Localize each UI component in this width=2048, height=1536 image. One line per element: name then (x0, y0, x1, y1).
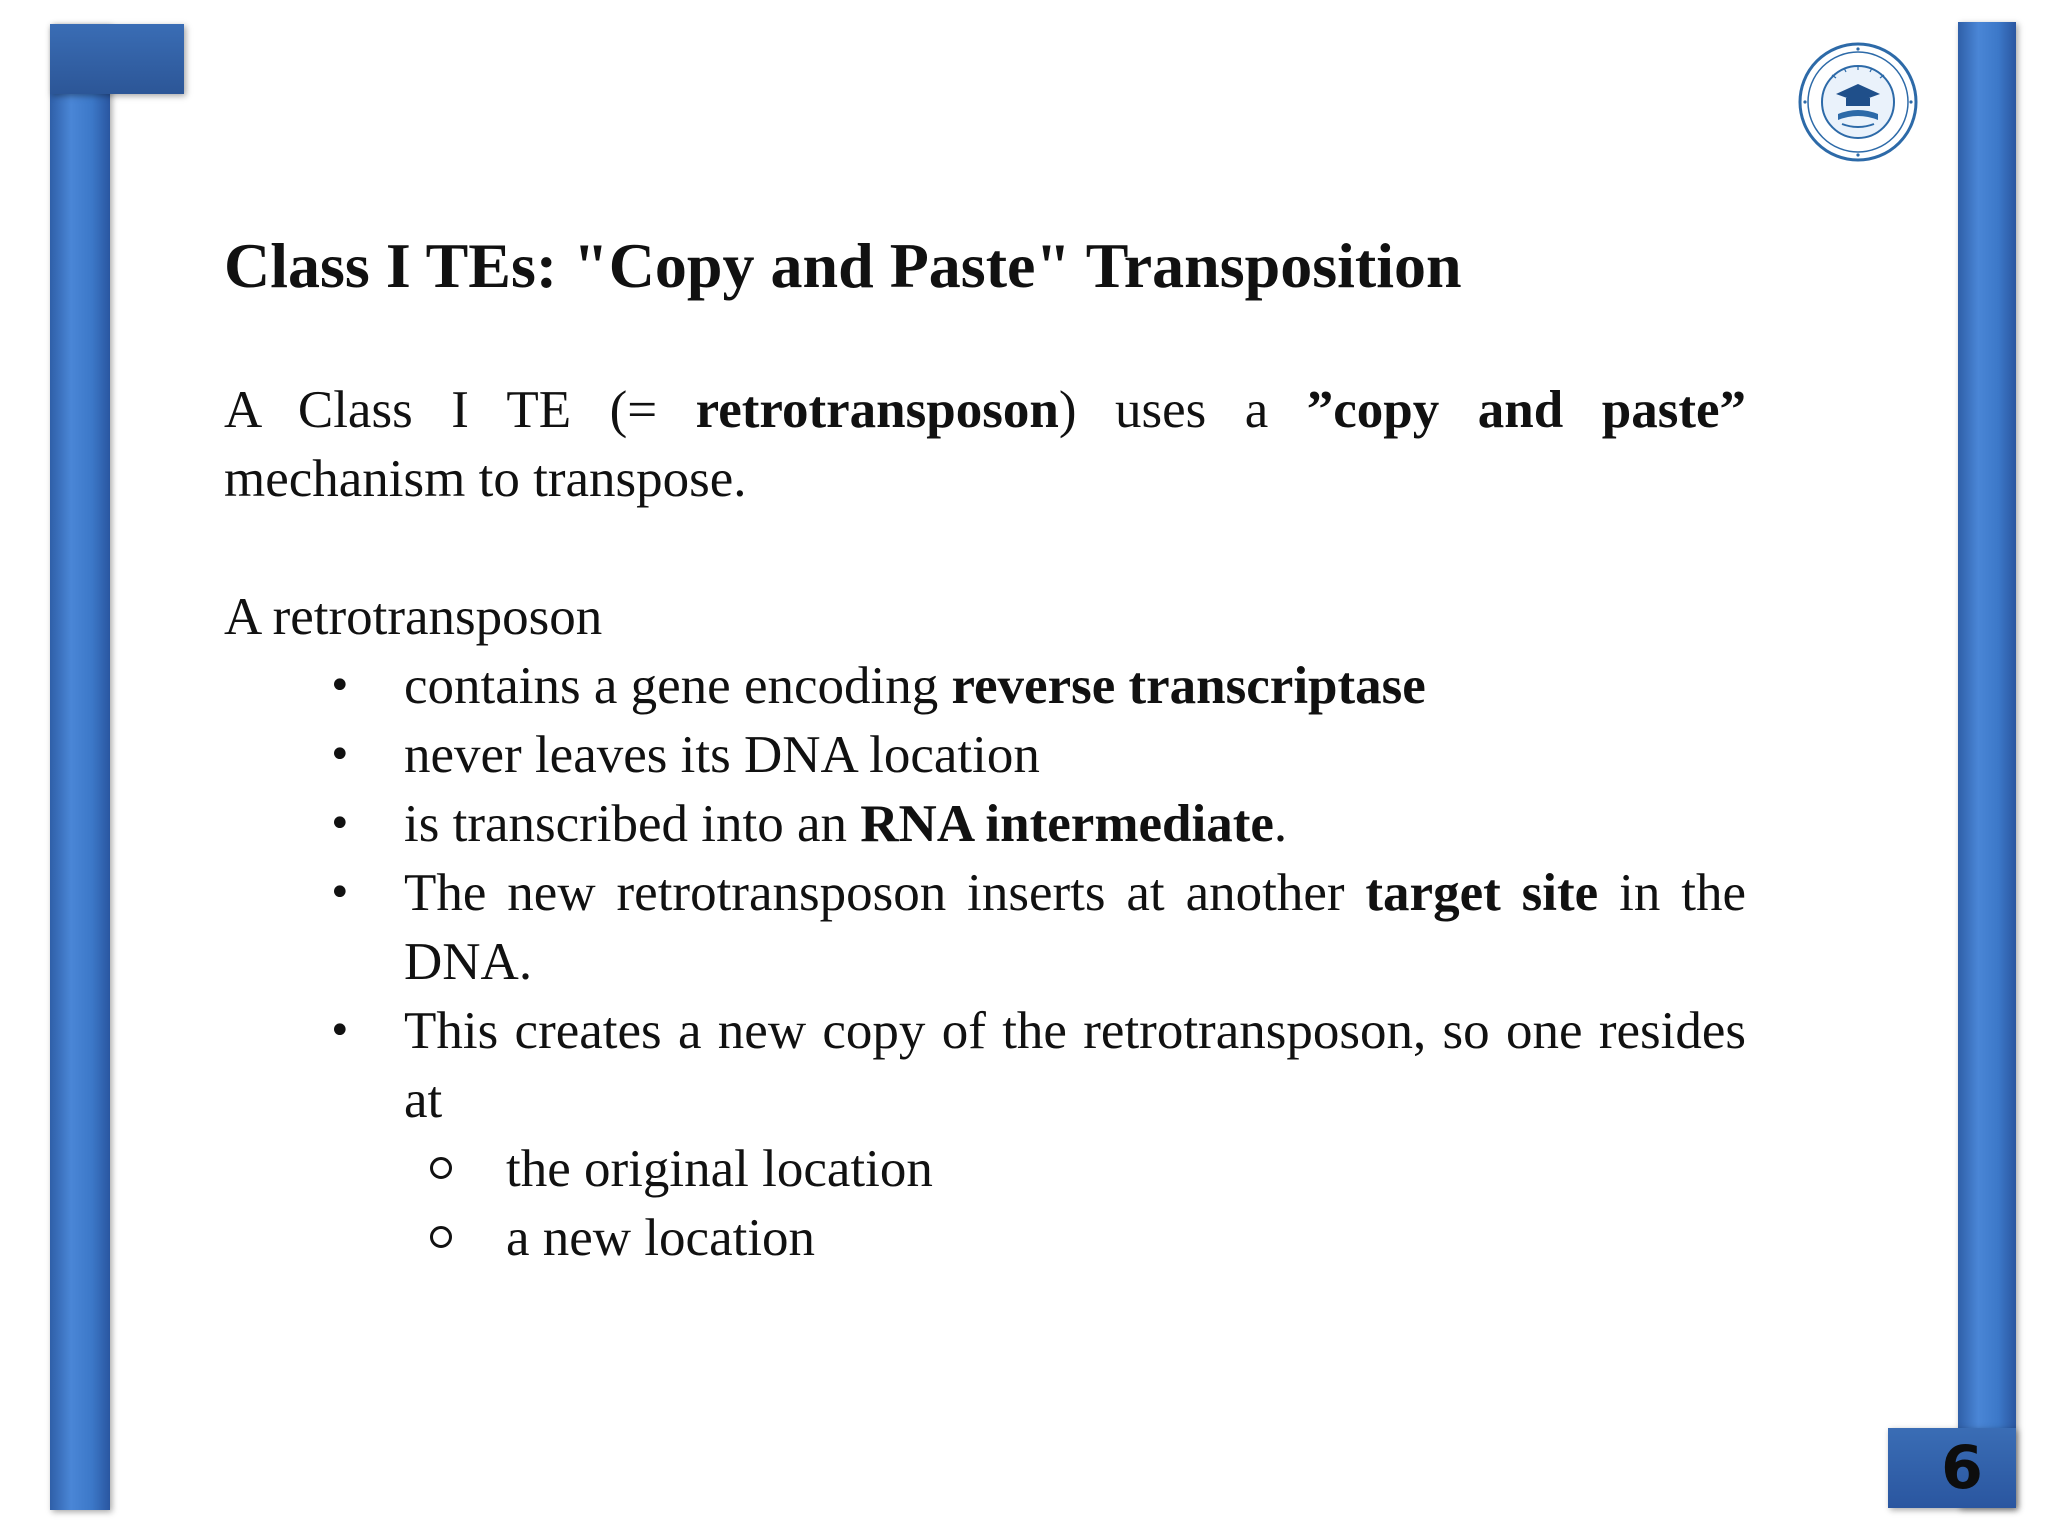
page-number-box (1888, 1428, 2016, 1508)
bullet-text: is transcribed into an (404, 795, 861, 853)
intro-text-2: ) uses a (1058, 381, 1307, 439)
sub-list-item (404, 1135, 1746, 1204)
college-seal-icon (1796, 40, 1920, 164)
bullet-text: This creates a new copy of the retrotransposon, so one resides at (404, 1002, 1746, 1129)
bullet-bold: reverse transcriptase (951, 657, 1426, 715)
left-frame-cap (50, 24, 184, 94)
bullet-list (224, 652, 1746, 1273)
intro-text-3: mechanism to transpose. (224, 450, 747, 508)
slide-body (224, 376, 1746, 1273)
bullet-bold: RNA intermediate (860, 795, 1274, 853)
bullet-bold: target site (1365, 864, 1599, 922)
list-lead: A retrotransposon (224, 588, 603, 646)
list-item (224, 997, 1746, 1273)
hollow-circle-icon (430, 1157, 452, 1179)
left-frame-bar (50, 24, 110, 1510)
bullet-text: The new retrotransposon inserts at another (404, 864, 1366, 922)
bullet-dot-icon: • (328, 801, 352, 847)
intro-paragraph (224, 376, 1746, 514)
sub-list-item (404, 1204, 1746, 1273)
intro-text-1: A Class I TE (= (224, 381, 696, 439)
sub-bullet-text: a new location (506, 1209, 816, 1267)
slide-title: Class I TEs: "Copy and Paste" Transposition (224, 230, 1462, 301)
bullet-text: contains a gene encoding (404, 657, 952, 715)
bullet-text-end: . (1273, 795, 1288, 853)
right-frame-bar (1958, 22, 2016, 1508)
bullet-dot-icon: • (328, 870, 352, 916)
list-item (224, 721, 1746, 790)
bullet-text-end: in the DNA. (404, 864, 1746, 991)
intro-bold-copy-and-paste: ”copy and paste” (1306, 381, 1746, 439)
list-item (224, 652, 1746, 721)
bullet-dot-icon: • (328, 663, 352, 709)
intro-bold-retrotransposon: retrotransposon (695, 381, 1059, 439)
bullet-dot-icon: • (328, 732, 352, 778)
hollow-circle-icon (430, 1226, 452, 1248)
sub-bullet-list (404, 1135, 1746, 1273)
sub-bullet-text: the original location (506, 1140, 933, 1198)
page-number: 6 (1941, 1433, 1983, 1503)
paragraph-spacer (224, 514, 1746, 583)
list-item (224, 790, 1746, 859)
list-item (224, 859, 1746, 997)
bullet-text: never leaves its DNA location (404, 726, 1040, 784)
bullet-dot-icon: • (328, 1008, 352, 1054)
